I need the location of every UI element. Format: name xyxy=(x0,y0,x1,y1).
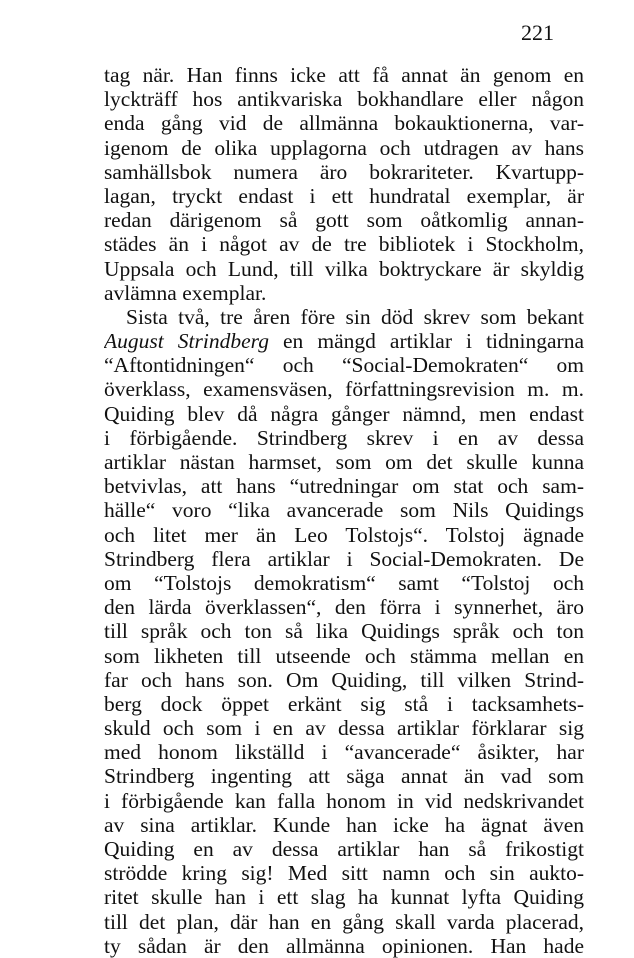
text-line: som likheten till utseende och stämma mellan en xyxy=(104,643,584,668)
text-line: Strindberg ingenting att säga annat än vad som xyxy=(104,764,584,789)
paragraph-1 xyxy=(104,63,584,305)
text-line: “Aftontidningen“ och “Social-Demokraten“ om xyxy=(104,353,584,378)
text-line: enda gång vid de allmänna bokauktionerna, var- xyxy=(104,111,584,136)
text-line: överklass, examensväsen, författningsrevision m. m. xyxy=(104,377,584,402)
text-line: redan därigenom så gott som oåtkomlig annan- xyxy=(104,208,584,233)
text-line: Quiding en av dessa artiklar han så frikostigt xyxy=(104,837,584,861)
text-line: den lärda överklassen“, den förra i synnerhet, äro xyxy=(104,595,584,620)
text-line: med honom likställd i “avancerade“ åsikter, har xyxy=(104,740,584,765)
text-line: Uppsala och Lund, till vilka boktryckare är skyldig xyxy=(104,256,584,281)
text-line: hälle“ voro “lika avancerade som Nils Quidings xyxy=(104,498,584,523)
text-line: om “Tolstojs demokratism“ samt “Tolstoj och xyxy=(104,570,584,595)
text-line: artiklar nästan harmset, som om det skulle kunna xyxy=(104,450,584,474)
page-number: 221 xyxy=(521,20,554,45)
text-line: städes än i något av de tre bibliotek i Stockholm, xyxy=(104,232,584,257)
paragraph-2 xyxy=(104,305,584,958)
text-line: samhällsbok numera äro bokrariteter. Kvartupp- xyxy=(104,159,584,184)
text-line: och litet mer än Leo Tolstojs“. Tolstoj ägnade xyxy=(104,522,584,547)
text-line: far och hans son. Om Quiding, till vilken Strind- xyxy=(104,667,584,692)
text-line-rest: en mängd artiklar i tidningarna xyxy=(268,329,584,354)
text-line: betvivlas, att hans “utredningar om stat och sam- xyxy=(104,474,584,499)
text-line: till det plan, där han en gång skall varda placerad, xyxy=(104,909,584,934)
text-line: ritet skulle han i ett slag ha kunnat lyfta Quiding xyxy=(104,885,584,910)
text-line: lyckträff hos antikvariska bokhandlare eller någon xyxy=(104,87,584,112)
body-text xyxy=(104,63,584,958)
text-line: avlämna exemplar. xyxy=(104,280,267,305)
text-line: Quiding blev då några gånger nämnd, men endast xyxy=(104,401,584,426)
text-line: berg dock öppet erkänt sig stå i tacksamhets- xyxy=(104,691,584,716)
text-line: skuld och som i en av dessa artiklar förklarar sig xyxy=(104,716,584,741)
text-line: till språk och ton så lika Quidings språk och ton xyxy=(104,619,584,644)
text-line: Sista två, tre åren före sin död skrev som bekant xyxy=(126,304,584,329)
text-line: ty sådan är den allmänna opinionen. Han hade xyxy=(104,933,584,958)
text-line: Strindberg flera artiklar i Social-Demokraten. De xyxy=(104,546,584,571)
text-line: av sina artiklar. Kunde han icke ha ägnat även xyxy=(104,812,584,837)
text-line: i förbigående. Strindberg skrev i en av dessa xyxy=(104,425,584,450)
text-line-with-italic xyxy=(104,329,584,353)
italic-name: August Strindberg xyxy=(104,329,269,354)
text-line: igenom de olika upplagorna och utdragen av hans xyxy=(104,135,584,160)
text-line: strödde kring sig! Med sitt namn och sin aukto- xyxy=(104,861,584,886)
text-line: i förbigående kan falla honom in vid nedskrivandet xyxy=(104,788,584,813)
text-line: tag när. Han finns icke att få annat än genom en xyxy=(104,63,584,87)
text-line: lagan, tryckt endast i ett hundratal exemplar, är xyxy=(104,183,584,208)
